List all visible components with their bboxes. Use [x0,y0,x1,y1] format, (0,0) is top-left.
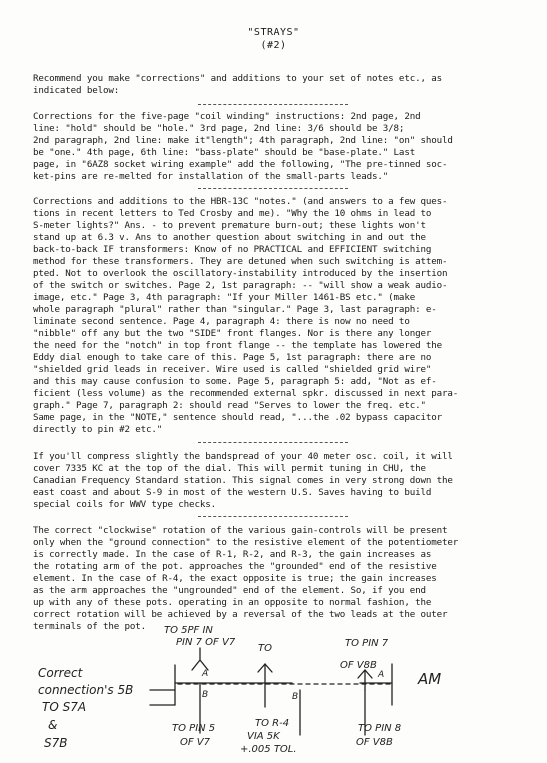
section1-line: Corrections for the five-page "coil winding" instructions: 2nd page, 2nd [33,111,421,122]
section4-line: up with any of these pots. operating in an opposite to normal fashion, the [33,597,432,608]
label-to-pin5: TO PIN 5 [172,723,216,734]
section4-line: the rotating arm of the pot. approaches the "grounded" end of the resistive [33,561,437,572]
label-connections: connection's 5B [38,683,134,697]
section4-line: terminals of the pot. [33,621,147,632]
section1-line: line: "hold" should be "hole." 3rd page, 2nd line: 3/6 should be 3/8; [33,123,405,134]
label-to: TO [258,643,272,654]
section2-line: and this may cause confusion to some. Page 5, paragraph 5: add, "Not as ef- [33,376,437,387]
section2-line: stand up at 6.3 v. Ans to another question about switching in and out the [33,232,426,243]
label-to-pin8: TO PIN 8 [358,723,402,734]
section2-line: image, etc." Page 3, 4th paragraph: "If your Miller 1461-BS etc." (make [33,292,416,303]
section2-line: liminate second sentence. Page 4, paragraph 4: there is now no need to [33,316,410,327]
label-a-right: A [378,670,385,680]
section2-line: the need for the "notch" in top front flange -- the template has lowered the [33,340,442,351]
label-s7b: S7B [44,736,68,750]
section2-line: whole paragraph "plural" rather than "singular." Page 3, last paragraph: e- [33,304,437,315]
label-to-s7a: TO S7A [42,700,87,714]
section3-line: special coils for WWV type checks. [33,499,216,510]
label-of-v8b: OF V8B [340,660,377,671]
section2-line: directly to pin #2 etc." [33,424,163,435]
label-to-r4: TO R-4 [255,718,290,729]
label-amp: & [48,718,58,732]
section2-line: Corrections and additions to the HBR-13C "notes." (and answers to a few ques- [33,196,448,207]
section1-line: be "one." 4th page, 6th line: "bass-plate" should be "base-plate." Last [33,147,416,158]
section1-line: ket-pins are re-melted for installation of the small-parts leads." [33,171,389,182]
section2-line: "nibble" off any but the two "SIDE" front flanges. Nor is there any longer [33,328,432,339]
section2-line: S-meter lights?" Ans. - to prevent premature burn-out; these lights won't [33,220,426,231]
section2-line: of the switch or switches. Page 2, 1st paragraph: -- "will show a weak audio- [33,280,448,291]
page-title: "STRAYS" [247,27,300,38]
section1-line: page, in "6AZ8 socket wiring example" add the following, "The pre-tinned soc- [33,159,448,170]
label-pin7-v7: PIN 7 OF V7 [176,637,236,648]
section4-line: is correctly made. In the case of R-1, R-2, and R-3, the gain increases as [33,549,432,560]
section2-line: "shielded grid leads in receiver. Wire used is called "shielded grid wire" [33,364,432,375]
section2-line: pted. Not to overlook the oscillatory-instability introduced by the insertion [33,268,448,279]
section2-line: Same page, in the "NOTE," sentence should read, "...the .02 bypass capacitor [33,412,442,423]
label-correct: Correct [38,666,83,680]
section4-line: only when the "ground connection" to the resistive element of the potentiometer [33,537,459,548]
section4-line: element. In the case of R-4, the exact opposite is true; the gain increases [33,573,437,584]
section3-line: Canadian Frequency Standard station. This signal comes in very strong down the [33,475,453,486]
section2-line: tions in recent letters to Ted Crosby and me). "Why the 10 ohms in lead to [33,208,432,219]
section2-line: method for these transformers. They are detuned when such switching is attem- [33,256,448,267]
label-of-v7: OF V7 [180,737,211,748]
label-tol: +.005 TOL. [240,744,297,755]
arrow-left-top [192,648,208,670]
label-via-5k: VIA 5K [247,731,280,742]
label-to-pin7: TO PIN 7 [345,638,389,649]
section4-line: The correct "clockwise" rotation of the various gain-controls will be present [33,525,448,536]
intro-line: Recommend you make "corrections" and additions to your set of notes etc., as [33,73,442,84]
section4-line: correct rotation will be achieved by a reversal of the two leads at the outer [33,609,448,620]
label-of-v8b-2: OF V8B [356,737,393,748]
section4-line: as the arm approaches the "ungrounded" end of the element. So, if you end [33,585,426,596]
page-subtitle: (#2) [260,40,287,51]
label-b-left: B [202,690,209,700]
label-b-right: B [292,692,299,702]
label-am: AM [418,670,442,688]
intro-line: indicated below: [33,85,120,96]
label-to-5pf: TO 5PF IN [164,625,213,636]
section3-line: east coast and about S-9 in most of the western U.S. Saves having to build [33,487,432,498]
section1-line: 2nd paragraph, 2nd line: make it"length"; 4th paragraph, 2nd line: "on" should [33,135,453,146]
label-a-left: A [202,669,209,679]
section2-line: Eddy dial enough to take care of this. Page 5, 1st paragraph: there are no [33,352,432,363]
section3-line: If you'll compress slightly the bandspread of your 40 meter osc. coil, it will [33,451,453,462]
section2-line: ficient (less volume) as the recommended external spkr. discussed in next para- [33,388,459,399]
section2-line: graph." Page 7, paragraph 2: should read "Serves to lower the freq. etc." [33,400,426,411]
section3-line: cover 7335 KC at the top of the dial. This will permit tuning in CHU, the [33,463,426,474]
section2-line: back-to-back IF transformers: Know of no PRACTICAL and EFFICIENT switching [33,244,432,255]
